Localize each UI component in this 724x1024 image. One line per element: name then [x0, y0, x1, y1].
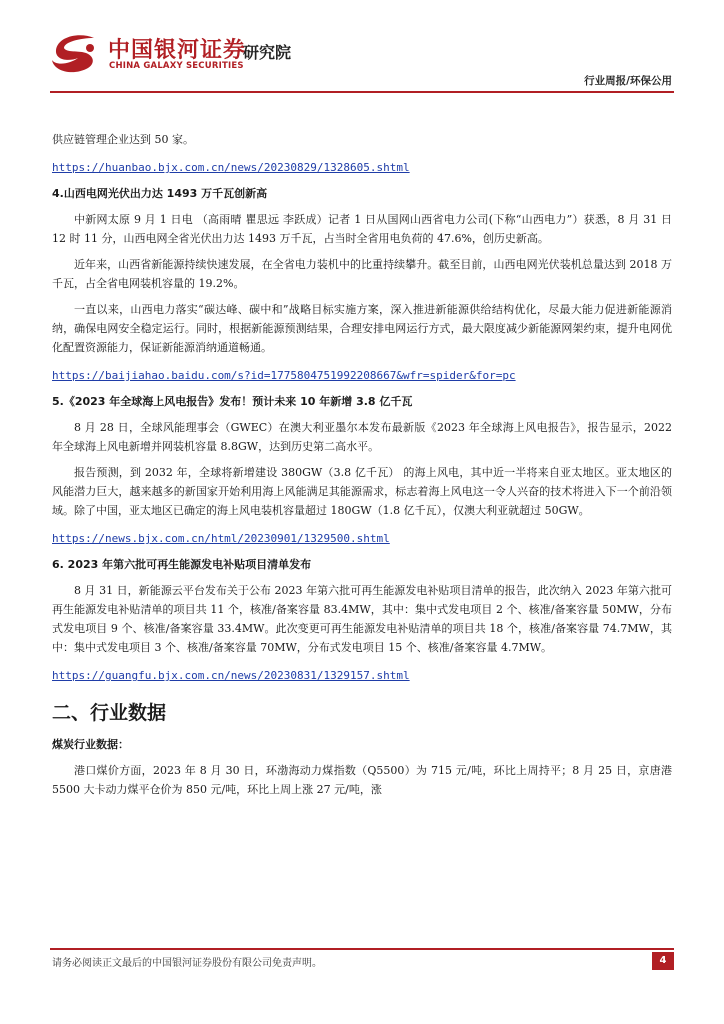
subsection-heading: 煤炭行业数据： — [52, 738, 129, 751]
paragraph: 供应链管理企业达到 50 家。 — [52, 133, 194, 146]
logo-chinese-name: 中国银河证券 — [108, 38, 247, 63]
page-content — [52, 130, 672, 799]
source-link[interactable]: https://baijiahao.baidu.com/s?id=1775804751992208667&wfr=spider&for=pc — [52, 369, 516, 382]
news-heading-4: 4.山西电网光伏出力达 1493 万千瓦创新高 — [52, 187, 268, 200]
disclaimer-text: 请务必阅读正文最后的中国银河证券股份有限公司免责声明。 — [52, 958, 322, 969]
news-heading-6: 6. 2023 年第六批可再生能源发电补贴项目清单发布 — [52, 558, 312, 571]
paragraph: 一直以来，山西电力落实“碳达峰、碳中和”战略目标实施方案，深入推进新能源供给结构优化，尽最大能力促进新能源消纳，确保电网安全稳定运行。同时，根据新能源预测结果，合理安排电网运行方式，最大限度减少新能源网架约束，提升电网优化配置资源能力，保证新能源消纳通道畅通。 — [52, 303, 672, 354]
footer-divider — [50, 948, 674, 950]
paragraph: 近年来，山西省新能源持续快速发展，在全省电力装机中的比重持续攀升。截至目前，山西电网光伏装机总量达到 2018 万千瓦，占全省电网装机容量的 19.2%。 — [52, 258, 672, 290]
source-link[interactable]: https://guangfu.bjx.com.cn/news/20230831/1329157.shtml — [52, 669, 410, 682]
report-category: 行业周报/环保公用 — [584, 75, 672, 87]
paragraph: 8 月 31 日，新能源云平台发布关于公布 2023 年第六批可再生能源发电补贴项目清单的报告，此次纳入 2023 年第六批可再生能源发电补贴清单的项目共 11 个，核准/备案容量 83.4MW，其中：集中式发电项目 2 个、核准/备案容量 50MW，分布式发电项目 9 个、核准/备案容量 33.4MW。此次变更可再生能源发电补贴清单的项目共 18 个，核准/备案容量 74.7MW，其中：集中式发电项目 3 个、核准/备案容量 70MW，分布式发电项目 15 个、核准/备案容量 4.7MW。 — [52, 584, 672, 654]
paragraph: 中新网太原 9 月 1 日电 （高雨晴 瞿思远 李跃成）记者 1 日从国网山西省电力公司(下称“山西电力”）获悉，8 月 31 日 12 时 11 分，山西电网全省光伏出力达 1493 万千瓦，占当时全省用电负荷的 47.6%，创历史新高。 — [52, 213, 672, 245]
logo-english-name: CHINA GALAXY SECURITIES — [109, 61, 244, 71]
news-heading-5: 5.《2023 年全球海上风电报告》发布！预计未来 10 年新增 3.8 亿千瓦 — [52, 395, 413, 408]
galaxy-logo-icon — [50, 30, 102, 76]
section-title: 二、行业数据 — [52, 702, 167, 724]
source-link[interactable]: https://huanbao.bjx.com.cn/news/20230829/1328605.shtml — [52, 161, 410, 174]
paragraph: 8 月 28 日，全球风能理事会（GWEC）在澳大利亚墨尔本发布最新版《2023 年全球海上风电报告》，报告显示，2022 年全球海上风电新增并网装机容量 8.8GW，达到历史第二高水平。 — [52, 421, 672, 453]
institute-label: 研究院 — [243, 43, 292, 62]
paragraph: 报告预测，到 2032 年，全球将新增建设 380GW（3.8 亿千瓦） 的海上风电，其中近一半将来自亚太地区。亚太地区的风能潜力巨大，越来越多的新国家开始利用海上风能满足其能源需求，标志着海上风电这一令人兴奋的技术将进入下一个前沿领域。除了中国，亚太地区已确定的海上风电装机容量超过 180GW（1.8 亿千瓦），仅澳大利亚就超过 50GW。 — [52, 466, 672, 517]
page-header — [0, 0, 724, 95]
paragraph: 港口煤价方面，2023 年 8 月 30 日，环渤海动力煤指数（Q5500）为 715 元/吨，环比上周持平；8 月 25 日，京唐港 5500 大卡动力煤平仓价为 850 元/吨，环比上周上涨 27 元/吨，涨 — [52, 764, 672, 796]
source-link[interactable]: https://news.bjx.com.cn/html/20230901/1329500.shtml — [52, 532, 390, 545]
header-divider — [50, 91, 674, 93]
page-number: 4 — [652, 952, 674, 970]
